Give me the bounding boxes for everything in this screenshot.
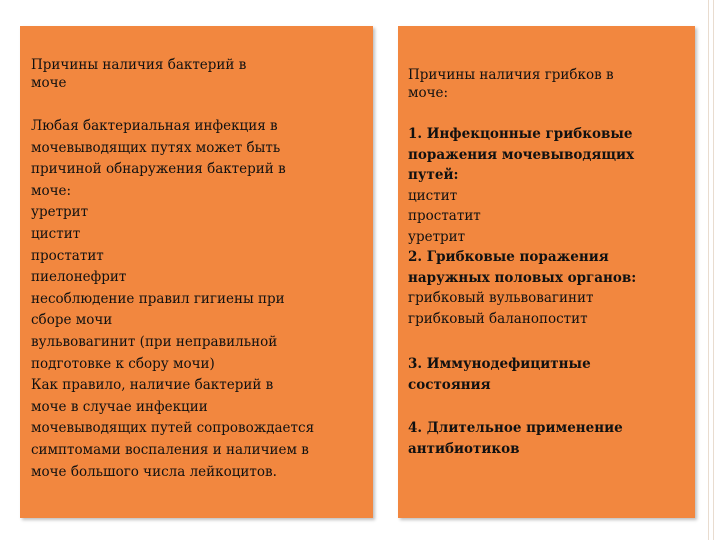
body-line: пиелонефрит: [31, 269, 127, 286]
body-line: цистит: [31, 225, 81, 242]
spacer: [408, 395, 687, 418]
body-line: сборе мочи: [31, 312, 113, 329]
heading-line: моче:: [408, 85, 449, 101]
group-title-line: антибиотиков: [408, 440, 520, 457]
bacteria-heading: [31, 56, 365, 116]
bacteria-panel: [20, 26, 373, 518]
body-line: симптомами воспаления и наличием в: [31, 441, 309, 458]
group-item: уретрит: [408, 228, 466, 245]
spacer: [408, 329, 687, 354]
group-title-line: 1. Инфекцонные грибковые: [408, 126, 633, 142]
body-line: моче большого числа лейкоцитов.: [31, 463, 277, 480]
body-line: Любая бактериальная инфекция в: [31, 118, 278, 134]
fungi-heading: [408, 66, 687, 124]
fungi-group-2: [408, 247, 687, 329]
body-line: мочевыводящих путях может быть: [31, 139, 281, 156]
body-line: уретрит: [31, 204, 89, 221]
body-line: причиной обнаружения бактерий в: [31, 161, 286, 178]
fungi-panel: [398, 26, 695, 518]
body-line: моче:: [31, 182, 72, 199]
group-item: простатит: [408, 208, 481, 224]
group-title-line: поражения мочевыводящих: [408, 146, 634, 163]
fungi-group-1: [408, 124, 687, 247]
body-line: вульвовагинит (при неправильной: [31, 333, 278, 350]
body-line: несоблюдение правил гигиены при: [31, 290, 285, 307]
group-item: грибковый вульвовагинит: [408, 290, 594, 306]
body-line: подготовке к сбору мочи): [31, 355, 215, 372]
group-title-line: состояния: [408, 376, 491, 393]
group-title-line: 4. Длительное применение: [408, 420, 623, 436]
group-title-line: 3. Иммунодефицитные: [408, 356, 591, 372]
heading-line: Причины наличия бактерий в: [31, 57, 247, 73]
group-title-line: путей:: [408, 167, 459, 183]
group-title-line: наружных половых органов:: [408, 269, 637, 286]
fungi-group-4: [408, 418, 687, 459]
body-line: моче в случае инфекции: [31, 398, 208, 415]
heading-line: Причины наличия грибков в: [408, 67, 614, 83]
body-line: Как правило, наличие бактерий в: [31, 377, 274, 394]
group-title-line: 2. Грибковые поражения: [408, 249, 609, 265]
heading-line: моче: [31, 75, 67, 91]
body-line: мочевыводящих путей сопровождается: [31, 420, 315, 437]
frame-line: [713, 0, 714, 540]
group-item: цистит: [408, 187, 458, 204]
frame-line: [708, 0, 709, 540]
fungi-group-3: [408, 354, 687, 395]
body-line: простатит: [31, 247, 104, 264]
group-item: грибковый баланопостит: [408, 310, 588, 327]
bacteria-body: [31, 116, 365, 483]
